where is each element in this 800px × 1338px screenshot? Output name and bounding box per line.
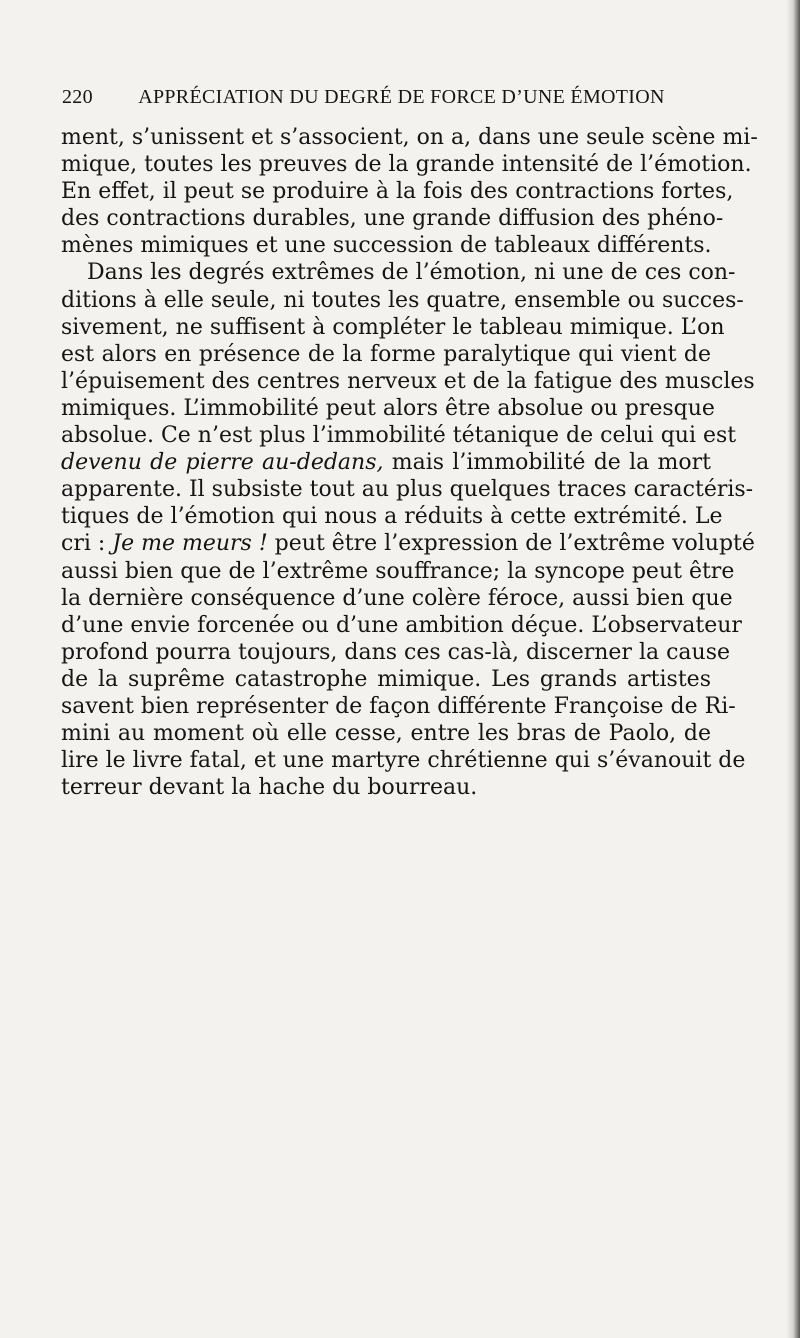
text-line: de la suprême catastrophe mimique. Les grands artistes (61, 666, 711, 692)
italic-phrase: devenu de pierre au-dedans, (61, 450, 384, 476)
text-line: sivement, ne suffisent à compléter le tableau mimique. L’on (61, 314, 725, 340)
body-text (61, 124, 758, 801)
text-line: mimiques. L’immobilité peut alors être absolue ou presque (61, 395, 715, 421)
text-line: mini au moment où elle cesse, entre les bras de Paolo, de (61, 721, 711, 747)
running-title: APPRÉCIATION DU DEGRÉ DE FORCE D’UNE ÉMOTION (138, 86, 665, 108)
text-line-with-italic (61, 530, 755, 557)
text-line: l’épuisement des centres nerveux et de la fatigue des muscles (61, 368, 755, 394)
text-line: En effet, il peut se produire à la fois des contractions fortes, (61, 179, 734, 205)
text-line: mènes mimiques et une succession de tableaux différents. (61, 233, 712, 259)
text-line: d’une envie forcenée ou d’une ambition déçue. L’observateur (61, 612, 742, 638)
text-line: absolue. Ce n’est plus l’immobilité tétanique de celui qui est (61, 423, 737, 449)
page-header (62, 86, 752, 116)
page-number: 220 (62, 86, 93, 108)
text-line: la dernière conséquence d’une colère féroce, aussi bien que (61, 585, 733, 611)
text-line: est alors en présence de la forme paralytique qui vient de (61, 341, 711, 367)
text-line: ment, s’unissent et s’associent, on a, dans une seule scène mi- (61, 125, 758, 150)
text-line: lire le livre fatal, et une martyre chrétienne qui s’évanouit de (61, 748, 746, 774)
text-line: ditions à elle seule, ni toutes les quatre, ensemble ou succes- (61, 287, 744, 313)
text-line-with-italic (61, 449, 711, 476)
text-line: aussi bien que de l’extrême souffrance; la syncope peut être (61, 558, 735, 584)
text-line: mique, toutes les preuves de la grande intensité de l’émotion. (61, 152, 752, 178)
line-start: cri : (61, 531, 113, 557)
binding-shadow (786, 0, 800, 1338)
line-remainder: peut être l’expression de l’extrême volupté (267, 531, 755, 557)
text-line: tiques de l’émotion qui nous a réduits à cette extrémité. Le (61, 504, 723, 530)
text-line: apparente. Il subsiste tout au plus quelques traces caractéris- (61, 477, 754, 503)
text-line: savent bien représenter de façon différente Françoise de Ri- (61, 693, 736, 719)
text-line: profond pourra toujours, dans ces cas-là, discerner la cause (61, 639, 731, 665)
paragraph-start-line: Dans les degrés extrêmes de l’émotion, ni une de ces con- (87, 260, 736, 286)
text-line: des contractions durables, une grande diffusion des phéno- (61, 206, 724, 232)
line-remainder: mais l’immobilité de la mort (383, 450, 711, 476)
text-line: terreur devant la hache du bourreau. (61, 775, 478, 801)
italic-phrase: Je me meurs ! (112, 531, 268, 557)
